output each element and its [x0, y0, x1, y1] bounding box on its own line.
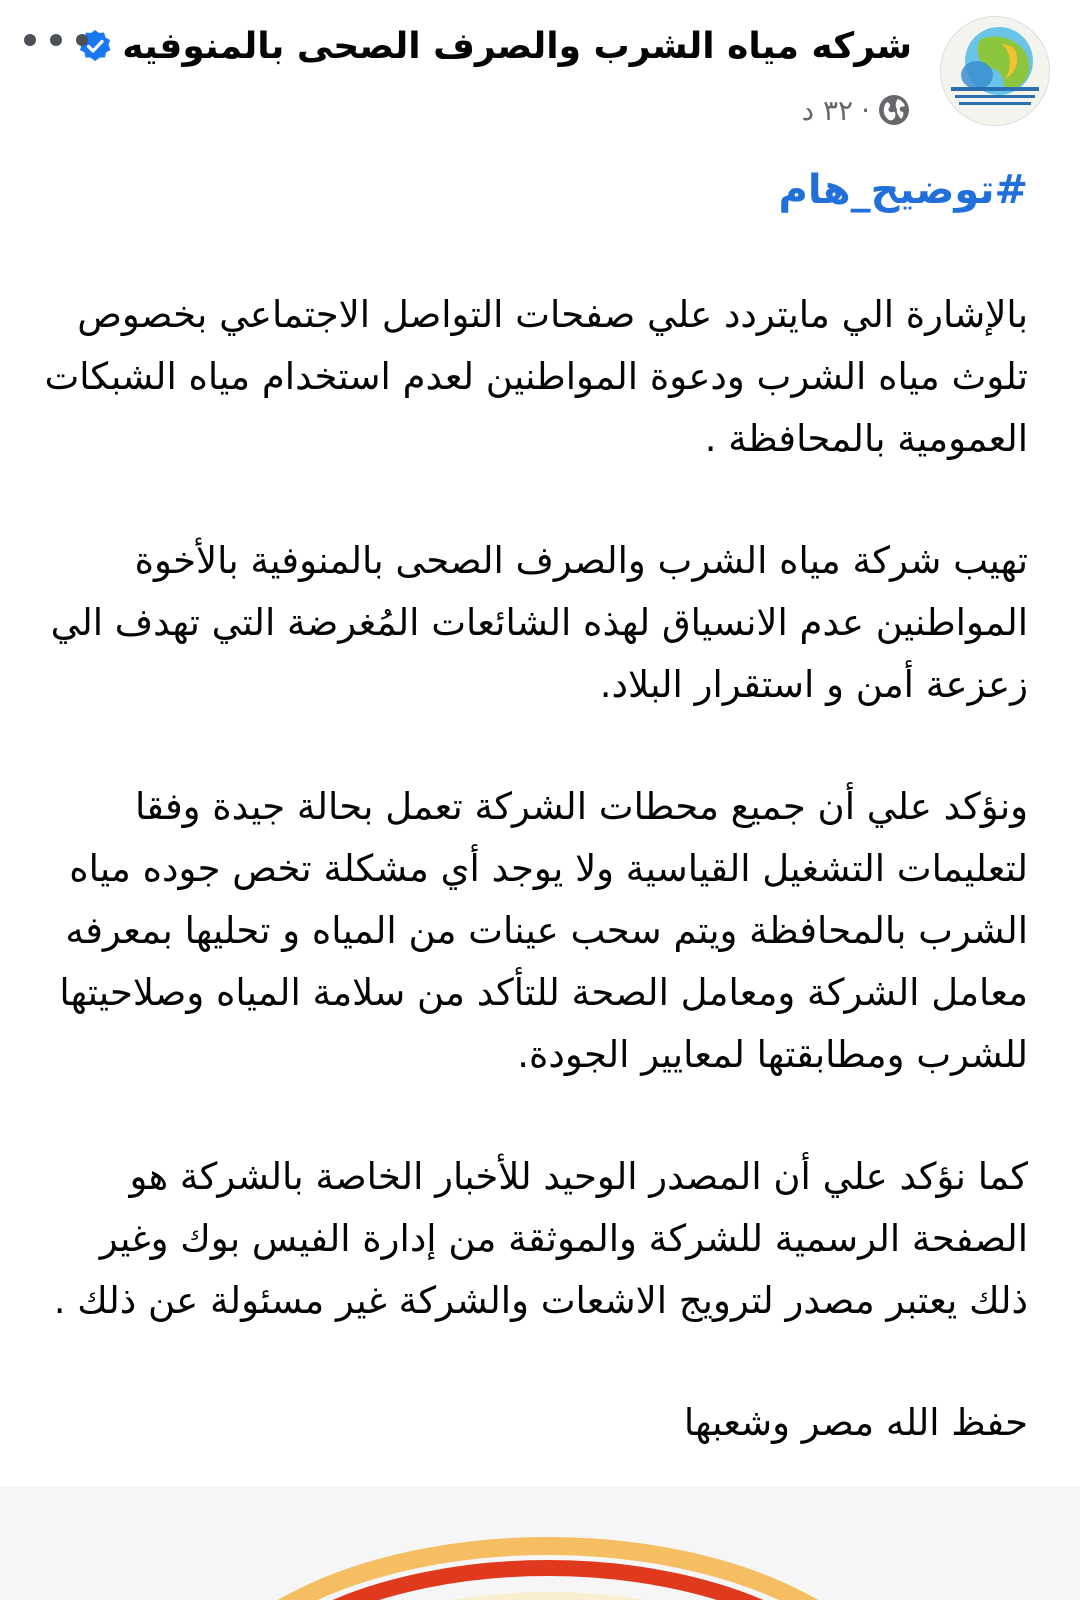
post-header [0, 0, 1080, 140]
attached-image[interactable] [0, 1486, 1080, 1600]
more-options-icon [50, 34, 62, 46]
page-name-row [78, 18, 912, 74]
attached-image-graphic [0, 1486, 1080, 1600]
post-paragraph: تهيب شركة مياه الشرب والصرف الصحى بالمنوفية بالأخوة المواطنين عدم الانسياق لهذه الشائعات المُغرضة التي تهدف الي زعزعة أمن و استقرار البلاد. [50, 539, 1028, 706]
more-options-button[interactable] [24, 20, 88, 60]
more-options-icon [24, 34, 36, 46]
page-avatar[interactable] [940, 16, 1050, 126]
post-paragraph: كما نؤكد علي أن المصدر الوحيد للأخبار الخاصة بالشركة هو الصفحة الرسمية للشركة والموثقة من إدارة الفيس بوك وغير ذلك يعتبر مصدر لترويج الاشعات والشركة غير مسئولة عن ذلك . [53, 1155, 1028, 1322]
globe-icon[interactable] [878, 94, 910, 126]
hashtag-link[interactable]: #توضيح_هام [778, 167, 1028, 213]
post-closing-line: حفظ الله مصر وشعبها [683, 1401, 1028, 1444]
meta-separator: · [861, 93, 870, 127]
post-paragraph: ونؤكد علي أن جميع محطات الشركة تعمل بحالة جيدة وفقا لتعليمات التشغيل القياسية ولا يوجد أي مشكلة تخص جوده مياه الشرب بالمحافظة ويتم سحب عينات من المياه و تحليها بمعرفه معامل الشركة ومعامل الصحة للتأكد من سلامة المياه وصلاحيتها للشرب ومطابقتها لمعايير الجودة. [59, 785, 1028, 1076]
post-paragraph: بالإشارة الي مايتردد علي صفحات التواصل الاجتماعي بخصوص تلوث مياه الشرب ودعوة المواطنين لعدم استخدام مياه الشبكات العمومية بالمحافظة . [44, 293, 1028, 460]
post-body [38, 160, 1028, 1454]
page-name[interactable]: شركه مياه الشرب والصرف الصحى بالمنوفيه [122, 25, 912, 67]
post-timestamp[interactable]: ٣٢ د [801, 93, 854, 127]
company-logo [941, 17, 1049, 125]
post-meta [802, 88, 910, 132]
more-options-icon [76, 34, 88, 46]
